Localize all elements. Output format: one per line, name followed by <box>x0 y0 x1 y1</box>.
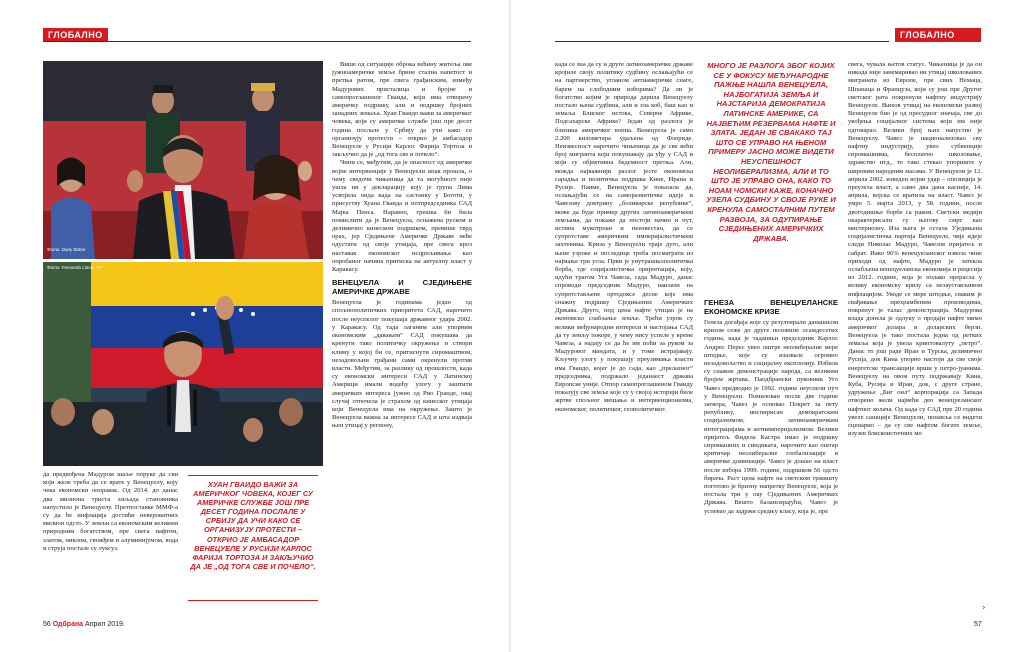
section-tag: ГЛОБАЛНО <box>43 28 108 42</box>
paragraph: Венецуела је годинама један од спољнополитичких приоритета САД, нарочито после неуспелог покушаја државног удара 2002. у Каракасу. Од тада лаганим али упорним економским „давањем“ САД покушава да кренути тако политичку окружење и створи климу у којој би се, притиснути сиромаштвом, незадовољни грађани сами окренули против власти. Међутим, за разлику од прошлости, када су економски интереси САД у Латинској Америци имали водећу улогу у заштити америчких интереса јужно од Рио Гранде, овај случај отпочела је страхом од кинеског утицаја који Венецуела има на окружење. Зашто је Венецуела важна за интересе САД и шта издваја њен утицај у региону, <box>332 299 472 430</box>
pullquote: МНОГО ЈЕ РАЗЛОГА ЗБОГ КОЈИХ СЕ У ФОКУСУ МЕЂУНАРОДНЕ ПАЖЊЕ НАШЛА ВЕНЕЦУЕЛА, НАЈБОГАТИЈА ЗЕМЉА И НАЈСТАРИЈА ДЕМОКРАТИЈА ЛАТИНСКЕ АМЕРИКЕ, СА НАЈВЕЋИМ РЕЗЕРВАМА НАФТЕ И ЗЛАТА. ЈЕДАН ЈЕ СВАКАКО ТАЈ ШТО СЕ УПРАВО НА ЊЕНОМ ПРИМЕРУ ЈАСНО МОЖЕ ВИДЕТИ НЕУСПЕШНОСТ НЕОЛИБЕРАЛИЗМА, АЛИ И ТО ШТО ЈЕ УПРАВО ОНА, КАКО ТО НОАМ ЧОМСКИ КАЖЕ, КОНАЧНО УЗЕЛА СУДБИНУ У СВОЈЕ РУКЕ И КРЕНУЛА САМОСТАЛНИМ ПУТЕМ РАЗВОЈА, ЗА ОДУПИРАЊЕ СЈЕДИЊЕНИХ АМЕРИЧКИХ ДРЖАВА. <box>706 61 836 243</box>
column-text <box>848 61 982 615</box>
paragraph: да предвођена Мадуром шаље поруке да сви који желе треба да се врате у Венецуелу, коју чека економски опоравак. Од 2014. до данас два милиона триста хиљада становника напустило је Венецуелу. Претпоставке ММФ-а су да ће инфлација достићи невероватних милион одсто. У земљи са економским великим природним богатством, пре свега нафтом, златом, никлом, гвожђем и алуминијумом, вода и струја постале су луксуз. <box>43 471 178 552</box>
paragraph: свега, чувала њетов статус. Чињеница је да он никада није занемаривао ни утицај школованих миграната из Европе, пре свих Немаца, Шпанаца и Француза, који су још пре Другог светског рата покренули нафтну индустрију Венецуеле. Њихов утицај на економски развој Венецуеле био је од пресудног значаја, све до увођења социјалног система који им није одговарао. Велики број њих напустио је Венецуелу. Чавез је национализовао сву нафтну индустрију, увео субвенције сиромашнима, бесплатно школовање, здравство итд., те тако стекао упориште у широким народним масама. У Венецуели је 12. априла 2002. изведен војни удар – опозиција је преузела власт, а само два дана касније, 14. априла, војска се вратила на власт. Чавез је умро 5. марта 2013, у 58. години, после двогодишње борбе са раком. Светски медији окарактерисали су његову смрт као мистериозну. Иза њега је остала Уједињена социјалистичка партија Венецуеле, чије идеје следи Николас Мадуро, Чавезов пријатељ и сабрат. Иако 96% венецуеланског извоза чине приходи од нафте, Мадуро је затекла ослабљена венецуеланска економија и рецесија из 2012. године, која је полако прерасла у велику економску кризу са незаустављивом инфлацијом. Уводе се мере штедње, сваким је свађивање прехрамбеним производима, покренут је талас демонстрација. Мадурова влада донела је одлуку о продаји нафте мимо америчког долара и доларских берзи. Венецуела је тако постала једна од ретких земаља која је увела криптовалуту „петро“. Данас то још раде Иран и Турска, делимично Русија, док Кина упорно настоји да све своје енергетске трансакције врши у петро-јуанима. Венецуелу на овом путу подржавају Кина, Куба, Русија и Иран, док, с друге стране, удружење „Биг оил“ корпорација са Запада отворено жели највећи део венецуеланског нафтног колача. Од када су САД пре 20 година увеле санкције Венецуели, понавља се видети сценарио – да су све нафтом богате земље, изузев блискоисточних мо <box>848 61 982 438</box>
right-page <box>512 0 1024 652</box>
header-rule <box>555 41 889 42</box>
section-tag <box>895 28 981 52</box>
column-text <box>704 298 838 615</box>
photo-credit: Фото: Fernando Llano, AP <box>47 265 102 270</box>
pullquote: ХУАН ГВАИДО ВАЖИ ЗА АМЕРИЧКОГ ЧОВЕКА, КОЈЕГ СУ АМЕРИЧКЕ СЛУЖБЕ ЈОШ ПРЕ ДЕСЕТ ГОДИНА ПОСЛАЛЕ У СРБИЈУ ДА УЧИ КАКО СЕ ОРГАНИЗУЈУ ПРОТЕСТИ – ОТКРИО ЈЕ АМБАСАДОР ВЕНЕЦУЕЛЕ У РУСИЈИ КАРЛОС ФАРИЈА ТОРТОЗА И ЗАКЉУЧИО ДА ЈЕ „ОД ТОГА СВЕ И ПОЧЕЛО“. <box>190 480 316 571</box>
photo-guaido <box>43 262 323 466</box>
magazine-name: Одбрана <box>52 621 84 628</box>
paragraph: када се зна да су и друге латиноамеричке државе кројиле своју политику судбину ослањајући се на партнерство, угланом антиамеричке снаге, барем на слободним изборима? Да ли је богатство којим је природа дарила Венецуелу постало њена судбина, али и зла коб, баш као и земаља Блиског истока, Северне Африке, Подсахарске Африке? Један од разлога је близина америчког копна. Венецуела је само 2.200 километара удаљена од Флориде. Неизвесност нарочито чињеница да је све већи број мигранта који покушавају да уђу у САД и који су објективна бедемност претња. Али, можда најважнији разлог јесте економска сарадња и политичка подршка Кине, Ирана и Русије. Наиме, Венецуела је показала да, ослањајући се на саморазвитичке идеје и Чавезову доктрину „боливарске републике“, може да буде пример других латиноамеричким земљама, да покаже да постоји начин и пут, истина мукотрпан и неизвестан, да се супротставе америчким империјалистичким захтевима. Криза у Венецуели траје дуго, али њене узроке и последице треба посматрати из најмање три угла. Први је унутрашњополитичка борба, где социјалистичка оријентација, коју, идући трагом Уга Чавеза, сада Мадуро, данас спроводи председник Мадуро, наилази на супротстављене ортодоксе десне које има снажну подршку Сједињених Америчких Држава. Друго, под цена нафте утицао је на економско слабљење земље. Трећи узрок су велики међународни интереси и настојања САД да ту земљу покоре, у чему нису успеле у време Чавеза, а надају се да ће им поћи за руком за Мадуровог мандата, и у томе истрајавају. Кључну улогу у покушају преузимања власти има Гваидо, којег је до сада, као „прелазног“ председника, подржало једанаест држава Европске уније. Отпор самопроглашеном Гваиду показују све земље које су у својој историји биле жртве спољног мешања и интервенционизма, економског, политичког, геополитичког. <box>555 61 693 413</box>
section-tag-label: ГЛОБАЛНО <box>900 30 955 40</box>
page-number: 57 <box>974 621 982 628</box>
paragraph: Чини се, међутим, да је опасност од америчке војне интервенције у Венецуели ипак прошла, о чему сведочи чињеница да та могућност није ушла ни у декларацију коју је група Лима усвојила онда када на састанку у Боготи, у присуству Хуана Гваида и потпредседника САД Мајка Пенса. Наравно, грешка би била помислити да је Венецуела, оснажена руском и делимично кинеском подршком, превише тврд орах, јер Сједињене Америчке Државе неће одустати од своје утицаја, пре свега кроз наставак економског исцрпљивања као опробаног начина притиска на актуелну власт у Каракасу. <box>332 159 472 274</box>
page-folio <box>974 621 982 628</box>
paragraph: Више од ситуације оброка већину житеља ове јужноамеричке земље брине стална напетост и претња ратом, пре свега грађанским, између Мадурових присталица и бројне и самопроглашеног Гваида, који има отворену америчку подршку, али и подршку бројних западних земаља. Хуан Гваидо важи за америчког човека, који су америчке службе још пре десет година послале у Србију да учи како се организују протести – открио је амбасадор Венецуеле у Русији Карлос Фарија Тортоза и закључио да је „од тога све и почело“. <box>332 61 472 159</box>
header-rule <box>43 41 471 42</box>
photo-credit: Фото: Dany Bahar <box>47 247 86 252</box>
column-text <box>43 471 178 611</box>
chevron-right-icon: › <box>982 603 986 613</box>
section-heading: ГЕНЕЗА ВЕНЕЦУЕЛАНСКЕ ЕКОНОМСКЕ КРИЗЕ <box>704 298 838 316</box>
column-text <box>332 61 472 615</box>
page-number: 56 <box>43 621 51 628</box>
page-folio <box>43 621 125 628</box>
issue-date: Април 2019. <box>85 621 125 628</box>
section-heading: ВЕНЕЦУЕЛА И СЈЕДИЊЕНЕ АМЕРИЧКЕ ДРЖАВЕ <box>332 278 472 297</box>
paragraph: Генеза догађаја које су резултирали данашњом кризом сеже до друге половине осамдесетих година, када је тадашњи председник Карлос Андрес Перес увео оштре неолибералне мере штедње, које су изазвале огромно незадовољство и социјалну експлозију. Избила су снажне демонстрације народа, са великим бројем жртава. Паодбрански пуковник Уго Чавез предводио је 1992. године неуспели пуч у Венецуели. Помилован после две године затвора, Чавез је основао Покрет за пету републику, инспирисан демократским социјализмом, латиноамеричким интеграцијама и антиимперијализмом. Велики пријатељ Фидела Кастра имао је подршку сиромашних и синдиката, нарочито као оштар критичар неолибералне глобализације и америчке доминације. Чавез је дошао на власт после избора 1999. године, подршком 56 одсто бирача. Раст цена нафте на светском тржишту поготово је бризну напретку Венецуеле, која је постала три у оку Сједињених Америчких Држава. Вешто балансирајући, Чавез је успевао да задржи средњу класу, која је, пре <box>704 319 838 515</box>
section-tag-sub: ЖАРИШТА <box>902 45 943 52</box>
photo-maduro <box>43 61 323 259</box>
column-text <box>555 61 693 615</box>
